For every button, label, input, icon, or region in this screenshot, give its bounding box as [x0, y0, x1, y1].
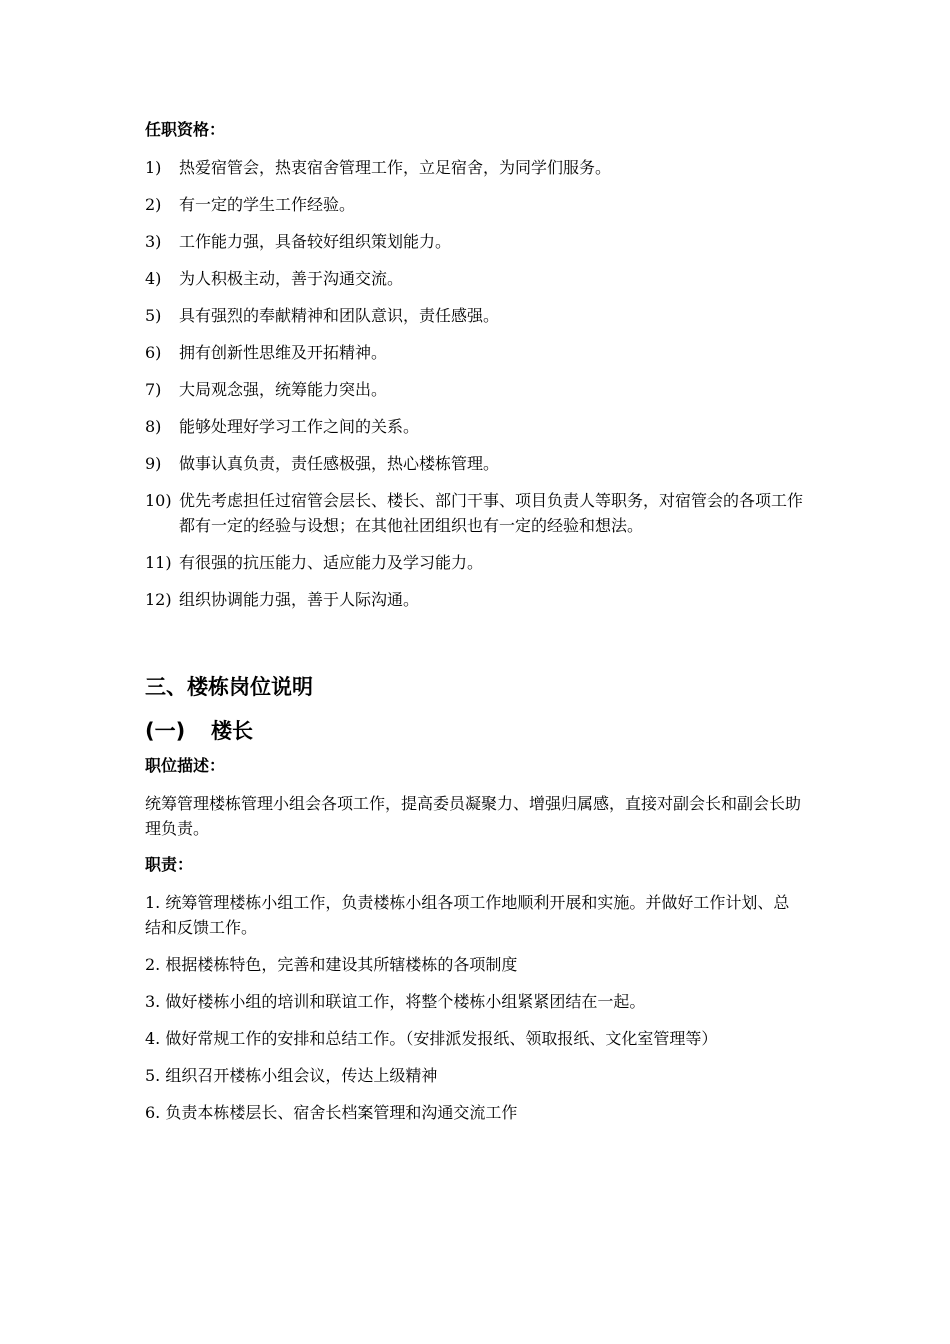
subsection-title	[145, 716, 805, 746]
item-text: 优先考虑担任过宿管会层长、楼长、部门干事、项目负责人等职务，对宿管会的各项工作都有一定的经验与设想；在其他社团组织也有一定的经验和想法。	[179, 491, 804, 535]
item-number: 5)	[145, 306, 162, 325]
list-item	[145, 414, 805, 439]
item-text: 拥有创新性思维及开拓精神。	[179, 343, 388, 362]
qualifications-list	[145, 155, 805, 612]
list-item	[145, 377, 805, 402]
description-text: 统筹管理楼栋管理小组会各项工作，提高委员凝聚力、增强归属感，直接对副会长和副会长助理负责。	[145, 794, 802, 838]
item-number: 2)	[145, 195, 162, 214]
list-item	[145, 266, 805, 291]
list-item: 4. 做好常规工作的安排和总结工作。（安排派发报纸、领取报纸、文化室管理等）	[145, 1029, 718, 1048]
section-title: 三、楼栋岗位说明	[145, 675, 313, 699]
qualifications-label: 任职资格：	[145, 120, 226, 139]
list-item: 5. 组织召开楼栋小组会议，传达上级精神	[145, 1066, 438, 1085]
item-text: 大局观念强，统筹能力突出。	[179, 380, 388, 399]
item-number: 10)	[145, 491, 172, 510]
item-text: 组织协调能力强，善于人际沟通。	[179, 590, 420, 609]
item-text: 有一定的学生工作经验。	[179, 195, 356, 214]
item-number: 7)	[145, 380, 162, 399]
item-text: 具有强烈的奉献精神和团队意识，责任感强。	[179, 306, 500, 325]
item-number: 6)	[145, 343, 162, 362]
item-text: 热爱宿管会，热衷宿舍管理工作，立足宿舍，为同学们服务。	[179, 158, 612, 177]
subsection-name: 楼长	[211, 719, 253, 743]
list-item	[145, 587, 805, 612]
list-item	[145, 303, 805, 328]
duties-label: 职责：	[145, 855, 194, 874]
list-item: 2. 根据楼栋特色，完善和建设其所辖楼栋的各项制度	[145, 955, 518, 974]
list-item: 6. 负责本栋楼层长、宿舍长档案管理和沟通交流工作	[145, 1103, 518, 1122]
item-text: 能够处理好学习工作之间的关系。	[179, 417, 420, 436]
description-label: 职位描述：	[145, 756, 226, 775]
list-item	[145, 451, 805, 476]
list-item	[145, 192, 805, 217]
item-number: 4)	[145, 269, 162, 288]
list-item	[145, 340, 805, 365]
item-number: 12)	[145, 590, 172, 609]
list-item: 3. 做好楼栋小组的培训和联谊工作，将整个楼栋小组紧紧团结在一起。	[145, 992, 646, 1011]
item-number: 3)	[145, 232, 162, 251]
item-text: 工作能力强，具备较好组织策划能力。	[179, 232, 452, 251]
item-number: 9)	[145, 454, 162, 473]
item-text: 做事认真负责，责任感极强，热心楼栋管理。	[179, 454, 500, 473]
list-item	[145, 550, 805, 575]
item-number: 8)	[145, 417, 162, 436]
subsection-number: (一)	[145, 719, 186, 743]
list-item	[145, 229, 805, 254]
list-item	[145, 155, 805, 180]
list-item	[145, 488, 805, 538]
item-number: 11)	[145, 553, 172, 572]
item-text: 为人积极主动，善于沟通交流。	[179, 269, 404, 288]
item-text: 有很强的抗压能力、适应能力及学习能力。	[179, 553, 484, 572]
item-number: 1)	[145, 158, 162, 177]
document-page	[145, 118, 805, 1137]
list-item: 1. 统筹管理楼栋小组工作，负责楼栋小组各项工作地顺利开展和实施。并做好工作计划、总结和反馈工作。	[145, 893, 790, 937]
duties-list	[145, 890, 805, 1125]
